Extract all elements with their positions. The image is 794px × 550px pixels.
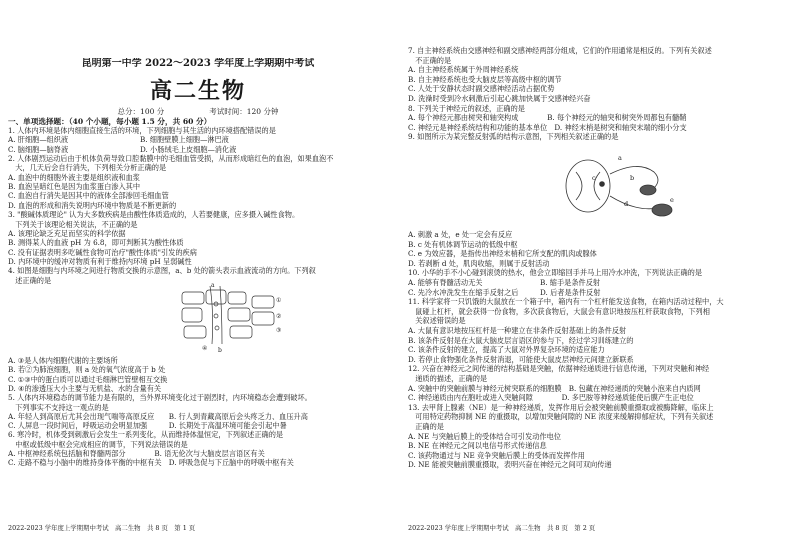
school-header: 昆明第一中学 2022～2023 学年度上学期期中考试 bbox=[81, 58, 315, 69]
text-line: C. 神经元是神经系统结构和功能的基本单位 D. 神经末梢是树突和轴突末端的细小分支 bbox=[408, 122, 687, 132]
text-line: B. 自主神经系统也受大脑皮层等高级中枢的调节 bbox=[408, 74, 562, 84]
text-line: D. 洗澡时受到冷水刺激后引起心跳加快属于交感神经兴奋 bbox=[408, 94, 591, 103]
text-line: D. NE 能被突触前膜重摄取，表明兴奋在神经元之间可双向传递 bbox=[408, 460, 612, 470]
text-line: 大，几天后会自行消失，下列相关分析正确的是 bbox=[8, 163, 167, 173]
text-line: A. ③是人体内细胞代谢的主要场所 bbox=[8, 356, 118, 365]
text-line: A. 刺激 a 处，e 处一定会有反应 bbox=[408, 230, 513, 239]
text-line: 11. 科学家将一只饥饿的大鼠放在一个箱子中，箱内有一个杠杆能发送食物，在箱内活动过程中，大 bbox=[408, 297, 724, 307]
text-line: A. 自主神经系统属于外周神经系统 bbox=[408, 65, 519, 75]
text-line: D. 血泡的形成和消失说明内环境中物质是不断更新的 bbox=[8, 200, 177, 210]
text-line: A. 中枢神经系统包括脑和脊髓两部分 B. 语无伦次与大脑皮层言语区有关 bbox=[8, 449, 265, 458]
page-footer: 2022-2023 学年度上学期期中考试 高二生物 共 8 页 第 1 页 bbox=[8, 524, 196, 532]
text-line: D. 若剥断 d 处，肌肉收缩，则属于反射活动 bbox=[408, 258, 550, 268]
text-line: 递质的描述，正确的是 bbox=[408, 374, 488, 383]
right-page bbox=[408, 0, 788, 550]
text-line: 8. 下列关于神经元的叙述，正确的是 bbox=[408, 103, 525, 113]
text-line: 10. 小华的手不小心碰到滚烫的热水，他会立即缩回手并马上用冷水冲洗，下列说法正确的是 bbox=[408, 268, 703, 278]
text-line: 3. "酸碱体质理论" 认为大多数疾病是由酸性体质造成的，人若要健康，应多摄入碱性食物。 bbox=[8, 210, 300, 220]
text-line: C. 血泡自行消失是因其中的液体全部渗回毛细血管 bbox=[8, 191, 169, 201]
left-page bbox=[8, 0, 388, 550]
text-line: A. 肝细胞—组织液 B. 细胞壁膜上细胞—淋巴液 bbox=[8, 135, 229, 145]
text-line: A. 大鼠有意识地按压杠杆是一种建立在非条件反射基础上的条件反射 bbox=[408, 326, 627, 335]
page-title: 高二生物 bbox=[149, 78, 246, 104]
text-line: A. 血泡中的细胞外液主要是组织液和血浆 bbox=[8, 172, 140, 182]
text-line: C. e 为效应器，是指传出神经末梢和它所支配的肌肉或腺体 bbox=[408, 249, 597, 259]
reflex-label-e: e bbox=[670, 196, 674, 204]
text-line: A. 突触中的突触前膜与神经元树突联系的细胞膜 B. 包藏在神经递质的突触小泡来自内质网 bbox=[408, 383, 701, 393]
text-line: C. 该条件反射的建立，提高了大鼠对外界复杂环境的适应能力 bbox=[408, 345, 605, 355]
label-a: a bbox=[211, 282, 215, 289]
text-line: C. 该药物通过与 NE 竞争突触后膜上的受体而发挥作用 bbox=[408, 450, 585, 460]
text-line: 7. 自主神经系统由交感神经和副交感神经两部分组成，它们的作用通常是相反的。下列有关叙述 bbox=[408, 46, 712, 55]
text-line: 下列事实不支持这一观点的是 bbox=[8, 402, 109, 412]
text-line: 4. 如图是细胞与内环境之间进行物质交换的示意图，a、b 处的箭头表示血液流动的方向。下列叙 bbox=[8, 266, 316, 276]
page-footer-2: 2022-2023 学年度上学期期中考试 高二生物 共 8 页 第 2 页 bbox=[408, 524, 596, 532]
text-line: 6. 寒冷时，机体受到刺激后会发生一系列变化，从而维持体温恒定，下列叙述正确的是 bbox=[8, 430, 284, 440]
text-line: A. NE 与突触后膜上的受体结合可引发动作电位 bbox=[408, 431, 561, 441]
label-1: ① bbox=[276, 297, 282, 304]
text-line: A. 每个神经元都由树突和轴突构成 B. 每个神经元的轴突和树突外周都包有髓鞘 bbox=[408, 113, 687, 123]
text-line: B. 若②为肺泡细胞，则 a 处的氧气浓度高于 b 处 bbox=[8, 365, 166, 375]
text-line: D. 若停止食物强化条件反射消退，可能使大鼠皮层神经元间建立新联系 bbox=[408, 354, 634, 364]
text-line: C. 没有证据表明多吃碱性食物可治疗"酸性体质"引发的疾病 bbox=[8, 247, 197, 257]
text-line: C. 走路不稳与小脑中的维持身体平衡的中枢有关 D. 呼吸急促与下丘脑中的呼吸中枢有关 bbox=[8, 458, 294, 468]
text-line: B. 测得某人的血液 pH 为 6.8，即可判断其为酸性体质 bbox=[8, 238, 184, 248]
reflex-label-c: c bbox=[592, 174, 596, 182]
exam-meta: 总分：100 分 考试时间：120 分钟 bbox=[117, 107, 279, 116]
text-line: C. ①③中的蛋白质可以通过毛细淋巴管壁相互交换 bbox=[8, 374, 168, 384]
text-line: 中枢或低级中枢会完成相应的调节，下列说法错误的是 bbox=[8, 439, 188, 449]
text-line: A. 年轻人到高原后尤其会出现气喘等高原反应 B. 行人到青藏高原后会头疼乏力、血压升高 bbox=[8, 411, 308, 421]
text-line: 12. 兴奋在神经元之间传递的结构基础是突触，依据神经递质进行信息传递，下列对突触和神经 bbox=[408, 364, 710, 374]
text-line: B. 血泡呈暗红色是因为血浆蛋白渗入其中 bbox=[8, 182, 141, 192]
text-line: 关叙述错误的是 bbox=[408, 316, 466, 326]
text-line: C. 脑细胞—脑脊液 D. 小肠绒毛上皮细胞—消化液 bbox=[8, 144, 237, 154]
reflex-label-b: b bbox=[630, 174, 635, 182]
text-line: B. NE 在神经元之间以电信号形式传递信息 bbox=[408, 441, 547, 451]
label-b: b bbox=[218, 347, 222, 354]
reflex-label-a: a bbox=[618, 154, 622, 162]
text-line: C. 先冷水冲洗发生在缩手反射之后 D. 后者是条件反射 bbox=[408, 287, 601, 297]
reflex-label-d: d bbox=[624, 200, 629, 208]
label-2: ② bbox=[276, 313, 282, 320]
text-line: 下列关于该理论相关说法，不正确的是 bbox=[8, 219, 138, 229]
text-line: A. 该理论缺乏充足而坚实的科学依据 bbox=[8, 228, 126, 238]
reflex-arc-diagram bbox=[558, 150, 678, 228]
text-line: C. 人屏息一段时间后，呼吸运动会明显加强 D. 长期处于高温环境可能会引起中暑 bbox=[8, 421, 287, 431]
text-line: D. 内环境中的缓冲对物质有利于维持内环境 pH 呈弱碱性 bbox=[8, 256, 192, 266]
text-line: C. 人处于安静状态时副交感神经活动占据优势 bbox=[408, 84, 555, 94]
text-line: 5. 人体内环境稳态的调节能力是有限的，当外界环境变化过于剧烈时，内环境稳态会遭到破坏。 bbox=[8, 393, 312, 403]
text-line: B. c 处有机体调节运动的低级中枢 bbox=[408, 239, 518, 249]
text-line: 9. 如图所示为某完整反射弧的结构示意图，下列相关叙述正确的是 bbox=[408, 132, 619, 142]
cell-exchange-diagram bbox=[178, 282, 288, 354]
text-line: D. ④的渗透压大小主要与无机盐、水的含量有关 bbox=[8, 383, 162, 393]
text-line: 鼠碰上杠杆，就会获得一份食物，多次获食物后，大鼠会有意识地按压杠杆获取食物，下列相 bbox=[408, 306, 710, 316]
text-line: A. 能够有脊髓活动无关 B. 缩手是条件反射 bbox=[408, 278, 601, 287]
text-line: 正确的是 bbox=[408, 422, 444, 431]
text-line: C. 神经递质由内在胞吐或进入突触间隙 D. 多巴胺等神经递质能使后膜产生正电位 bbox=[408, 393, 694, 403]
section-heading: 一、单项选择题：（40 个小题，每小题 1.5 分，共 60 分） bbox=[8, 117, 212, 126]
text-line: 不正确的是 bbox=[408, 55, 452, 65]
label-4: ④ bbox=[202, 345, 208, 352]
text-line: B. 该条件反射是在大鼠大脑皮层言语区的参与下，经过学习训练建立的 bbox=[408, 335, 634, 345]
text-line: 1. 人体内环境是体内细胞直接生活的环境，下列细胞与其生活的内环境搭配错误的是 bbox=[8, 126, 276, 135]
label-3: ③ bbox=[276, 327, 282, 334]
text-line: 述正确的是 bbox=[8, 275, 52, 285]
text-line: 可用特定药物抑制 NE 的重摄取，以增加突触间隙的 NE 浓度来缓解抑郁症状，下列有关叙述 bbox=[408, 412, 714, 422]
text-line: 2. 人体剧烈运动后由于机体负荷导致口腔黏膜中的毛细血管受损，从而形成暗红色的血泡，如果血泡不 bbox=[8, 154, 334, 164]
text-line: 13. 去甲肾上腺素（NE）是一种神经递质，发挥作用后会被突触前膜重摄取或被酶降解，临床上 bbox=[408, 402, 714, 412]
